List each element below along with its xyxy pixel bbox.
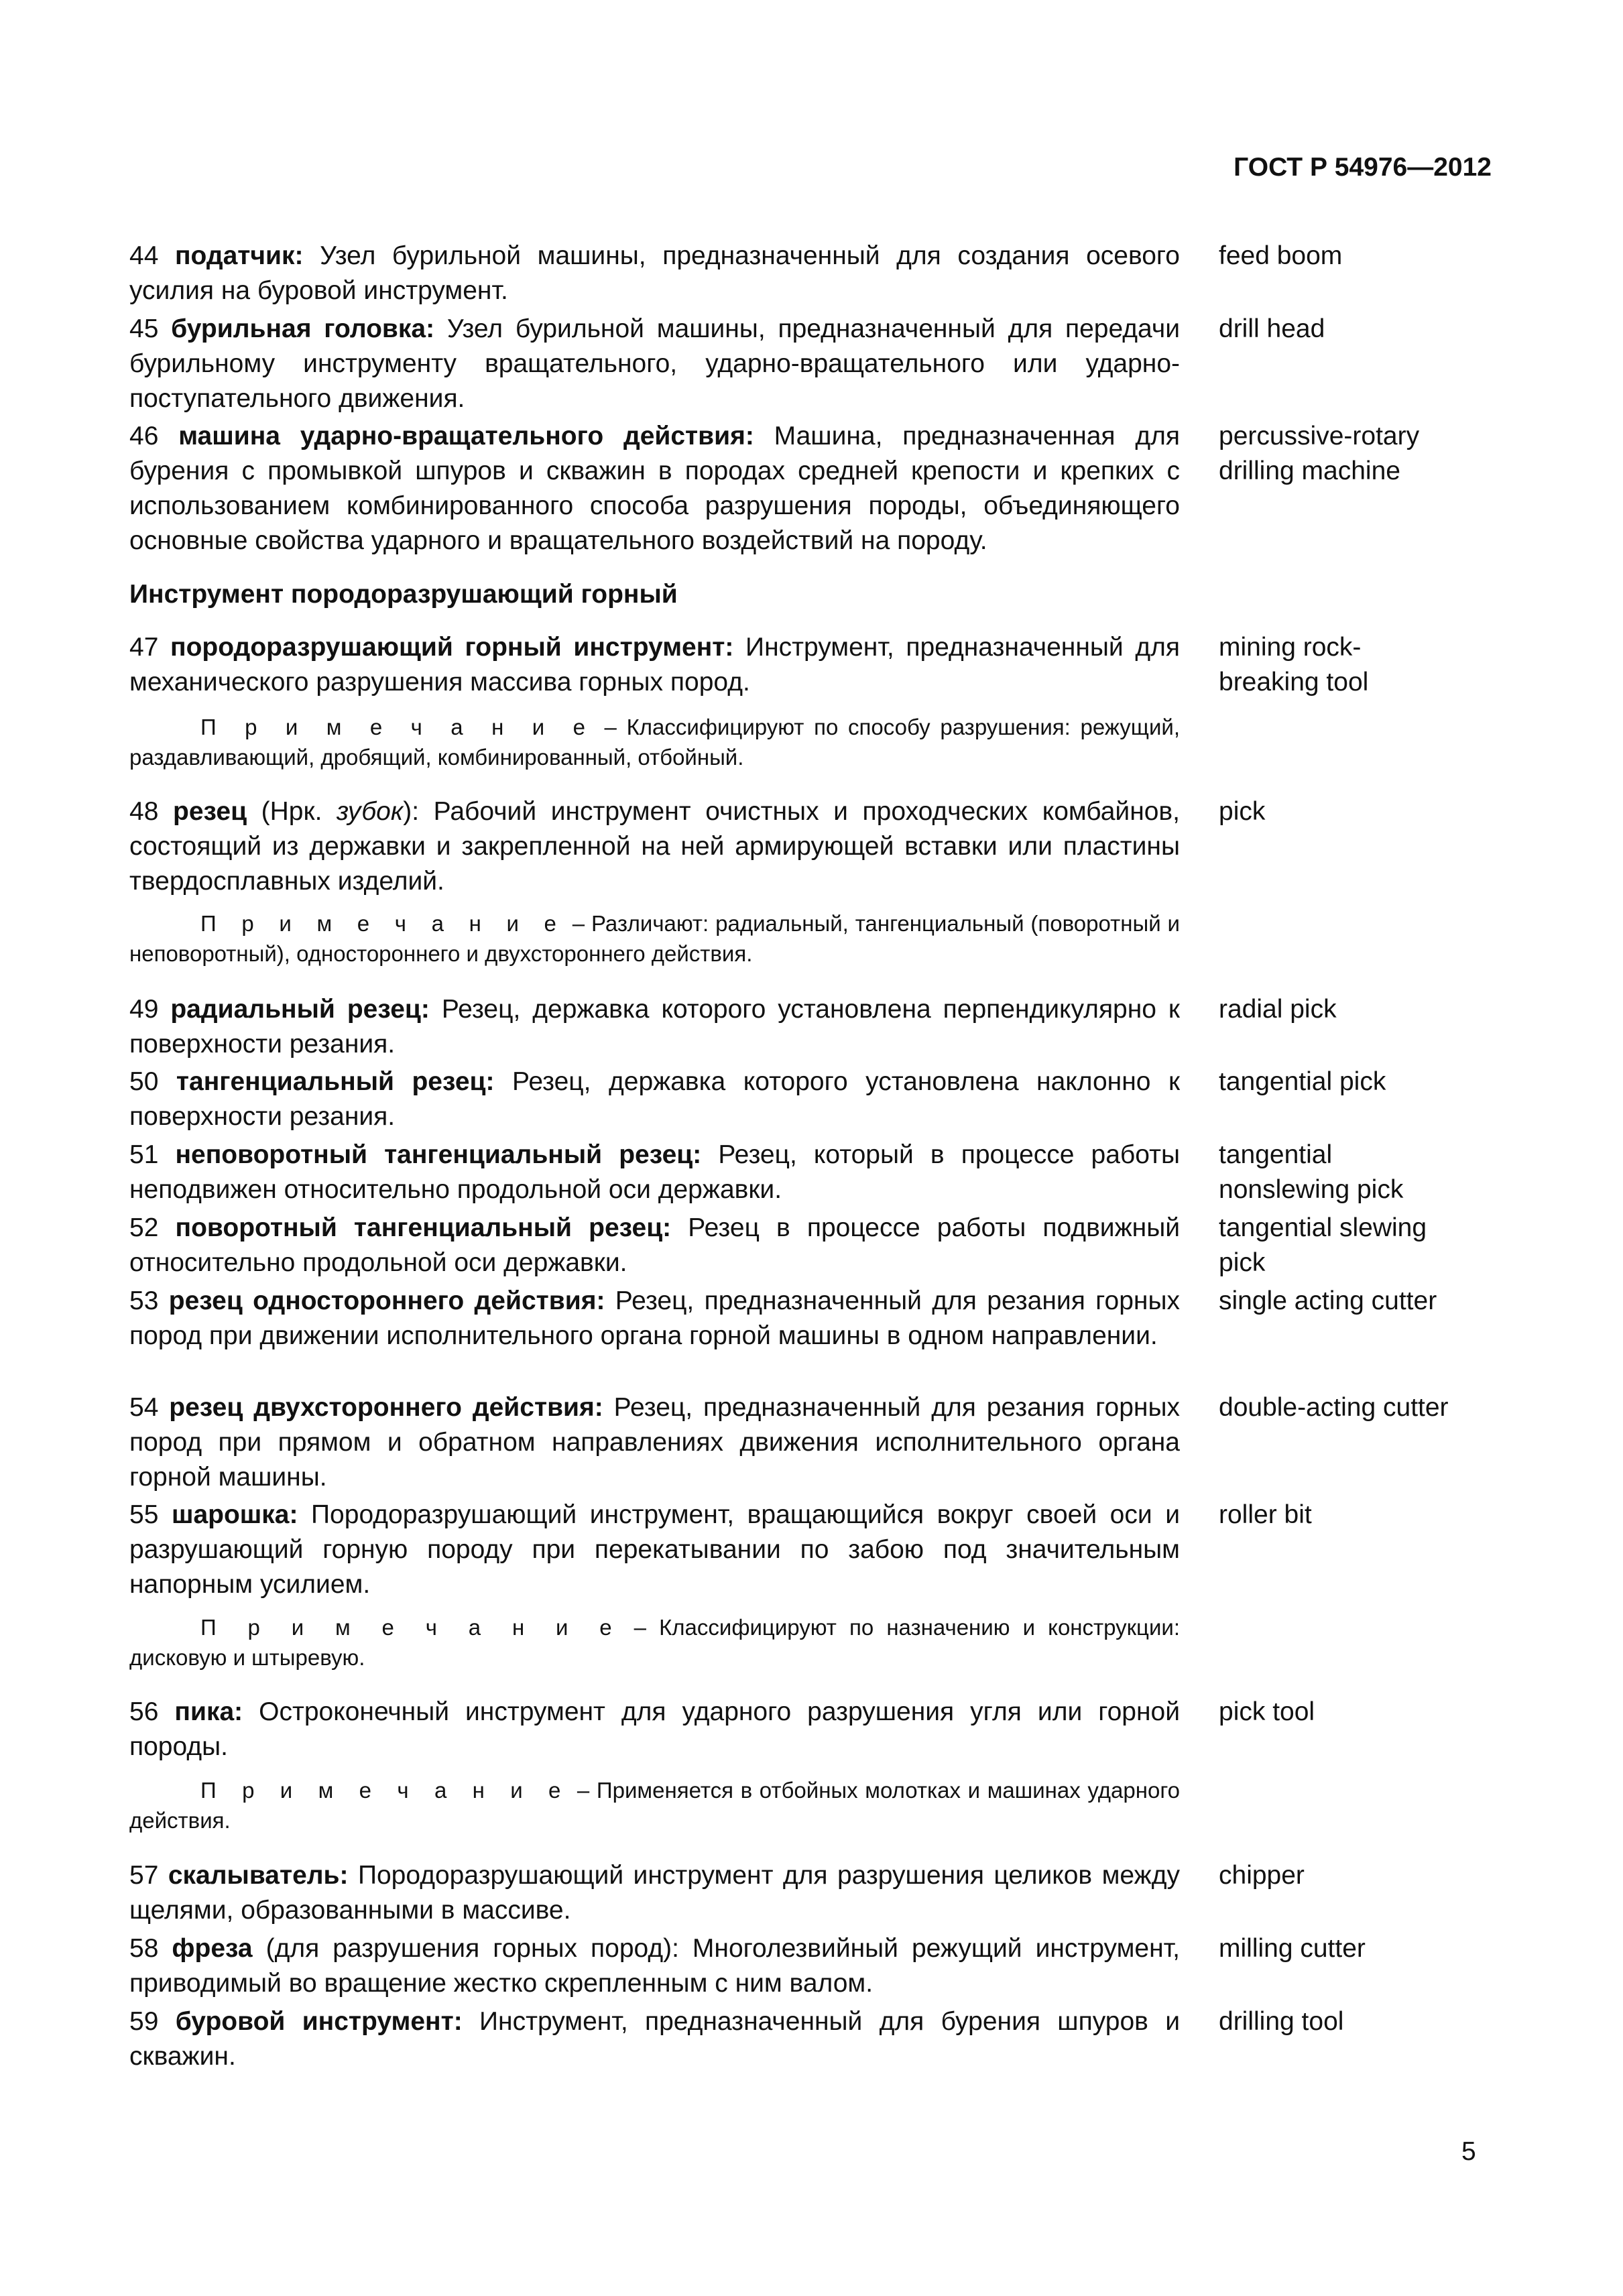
term-number: 45 — [129, 314, 159, 343]
note-label: П р и м е ч а н и е — [200, 911, 566, 936]
term-number: 46 — [129, 422, 159, 450]
term-entry-47 — [129, 630, 1180, 700]
term-entry-57 — [129, 1858, 1180, 1928]
term-definition: Резец, который в процессе работы неподвижен относительно продольной оси державки. — [129, 1140, 1180, 1204]
term-number: 49 — [129, 995, 159, 1024]
term-entry-46 — [129, 419, 1180, 558]
term-name: бурильная головка: — [171, 314, 435, 343]
english-equivalent-55: roller bit — [1219, 1500, 1312, 1529]
term-name: поворотный тангенциальный резец: — [175, 1213, 672, 1242]
english-equivalent-49: radial pick — [1219, 995, 1337, 1024]
term-name: пика: — [174, 1697, 243, 1726]
note-text: – Классифицируют по способу разрушения: режущий, раздавливающий, дробящий, комбинированный, отбойный. — [129, 715, 1180, 770]
term-number: 52 — [129, 1213, 159, 1242]
english-equivalent-59: drilling tool — [1219, 2007, 1344, 2036]
term-name: буровой инструмент: — [175, 2007, 463, 2036]
term-definition: Резец, предназначенный для резания горных пород при прямом и обратном направлениях движения исполнительного органа горной машины. — [129, 1393, 1180, 1492]
note-47 — [129, 712, 1180, 772]
english-equivalent-50: tangential pick — [1219, 1067, 1386, 1096]
term-definition: Резец в процессе работы подвижный относительно продольной оси державки. — [129, 1213, 1181, 1277]
note-text: – Классифицируют по назначению и конструкции: дисковую и штыревую. — [129, 1615, 1180, 1670]
note-text: – Применяется в отбойных молотках и машинах ударного действия. — [129, 1778, 1180, 1833]
term-entry-44 — [129, 239, 1180, 308]
term-number: 55 — [129, 1500, 159, 1529]
english-equivalent-54: double-acting cutter — [1219, 1393, 1449, 1422]
term-entry-55 — [129, 1498, 1180, 1602]
term-name: податчик: — [175, 241, 304, 270]
term-number: 56 — [129, 1697, 159, 1726]
term-name: скалыватель: — [168, 1861, 349, 1890]
term-entry-51 — [129, 1138, 1180, 1207]
term-name: резец двухстороннего действия: — [169, 1393, 603, 1422]
english-equivalent-48: pick — [1219, 797, 1266, 826]
term-entry-49 — [129, 992, 1180, 1062]
note-56 — [129, 1775, 1180, 1835]
english-equivalent-44: feed boom — [1219, 241, 1343, 270]
term-number: 58 — [129, 1934, 159, 1963]
term-name: машина ударно-вращательного действия: — [178, 422, 754, 450]
english-equivalent-51: tangential nonslewing pick — [1219, 1140, 1404, 1204]
term-definition: Резец, державка которого установлена перпендикулярно к поверхности резания. — [129, 995, 1180, 1059]
term-definition: (для разрушения горных пород): Многолезвийный режущий инструмент, приводимый во вращение жестко скрепленным с ним валом. — [129, 1934, 1180, 1998]
term-entry-53 — [129, 1284, 1180, 1353]
term-definition: Машина, предназначенная для бурения с промывкой шпуров и скважин в породах средней крепости и крепких с использованием комбинированного способа разрушения породы, объединяющего основные свойства ударного и вращательного воздействий на породу. — [129, 422, 1180, 555]
term-entry-52 — [129, 1211, 1180, 1280]
term-name: фреза — [172, 1934, 253, 1963]
note-text: – Различают: радиальный, тангенциальный (поворотный и неповоротный), одностороннего и двухстороннего действия. — [129, 911, 1180, 966]
term-definition: Породоразрушающий инструмент для разрушения целиков между щелями, образованными в массиве. — [129, 1861, 1180, 1925]
term-number: 53 — [129, 1286, 159, 1315]
term-number: 59 — [129, 2007, 159, 2036]
term-number: 48 — [129, 797, 159, 826]
term-number: 50 — [129, 1067, 159, 1096]
term-definition: Остроконечный инструмент для ударного разрушения угля или горной породы. — [129, 1697, 1181, 1761]
term-number: 47 — [129, 633, 159, 662]
term-number: 44 — [129, 241, 159, 270]
term-name: породоразрушающий горный инструмент: — [170, 633, 734, 662]
term-name: шарошка: — [171, 1500, 298, 1529]
term-definition: Инструмент, предназначенный для бурения шпуров и скважин. — [129, 2007, 1180, 2071]
term-definition: Узел бурильной машины, предназначенный для передачи бурильному инструменту вращательного, ударно-вращательного или ударно-поступательного движения. — [129, 314, 1180, 413]
english-equivalent-53: single acting cutter — [1219, 1286, 1437, 1315]
note-label: П р и м е ч а н и е — [200, 1778, 570, 1803]
page-number: 5 — [1461, 2137, 1476, 2166]
term-definition: Резец, предназначенный для резания горных пород при движении исполнительного органа горной машины в одном направлении. — [129, 1286, 1180, 1350]
term-entry-48 — [129, 794, 1180, 899]
term-definition: Резец, державка которого установлена наклонно к поверхности резания. — [129, 1067, 1181, 1131]
english-equivalent-47: mining rock-breaking tool — [1219, 633, 1369, 697]
term-deprecated: зубок — [337, 797, 404, 826]
english-equivalent-56: pick tool — [1219, 1697, 1315, 1726]
term-entry-54 — [129, 1390, 1180, 1495]
standard-designation: ГОСТ Р 54976—2012 — [1234, 153, 1492, 182]
term-name: резец одностороннего действия: — [168, 1286, 605, 1315]
english-equivalent-45: drill head — [1219, 314, 1325, 343]
term-entry-50 — [129, 1065, 1180, 1134]
term-definition: Породоразрушающий инструмент, вращающийся вокруг своей оси и разрушающий горную породу при перекатывании по забою под значительным напорным усилием. — [129, 1500, 1180, 1599]
term-entry-59 — [129, 2004, 1180, 2074]
note-label: П р и м е ч а н и е — [200, 1615, 621, 1640]
term-name: радиальный резец: — [170, 995, 430, 1024]
term-number: 51 — [129, 1140, 159, 1169]
term-entry-58 — [129, 1931, 1180, 2001]
note-48 — [129, 908, 1180, 969]
term-definition: ): Рабочий инструмент очистных и проходческих комбайнов, состоящий из державки и закрепленной на ней армирующей вставки или пластины твердосплавных изделий. — [129, 797, 1180, 896]
term-definition: Узел бурильной машины, предназначенный для создания осевого усилия на буровой инструмент. — [129, 241, 1180, 305]
section-heading: Инструмент породоразрушающий горный — [129, 580, 678, 609]
english-equivalent-46: percussive-rotary drilling machine — [1219, 422, 1420, 485]
term-name: тангенциальный резец: — [176, 1067, 495, 1096]
term-number: 54 — [129, 1393, 159, 1422]
term-name: неповоротный тангенциальный резец: — [175, 1140, 702, 1169]
note-55 — [129, 1612, 1180, 1673]
english-equivalent-52: tangential slewing pick — [1219, 1213, 1427, 1277]
term-entry-45 — [129, 312, 1180, 416]
term-prefix: (Нрк. — [247, 797, 337, 826]
english-equivalent-57: chipper — [1219, 1861, 1305, 1890]
term-number: 57 — [129, 1861, 159, 1890]
term-definition: Инструмент, предназначенный для механического разрушения массива горных пород. — [129, 633, 1180, 697]
note-label: П р и м е ч а н и е — [200, 715, 595, 739]
term-entry-56 — [129, 1695, 1180, 1764]
english-equivalent-58: milling cutter — [1219, 1934, 1366, 1963]
term-name: резец — [173, 797, 247, 826]
